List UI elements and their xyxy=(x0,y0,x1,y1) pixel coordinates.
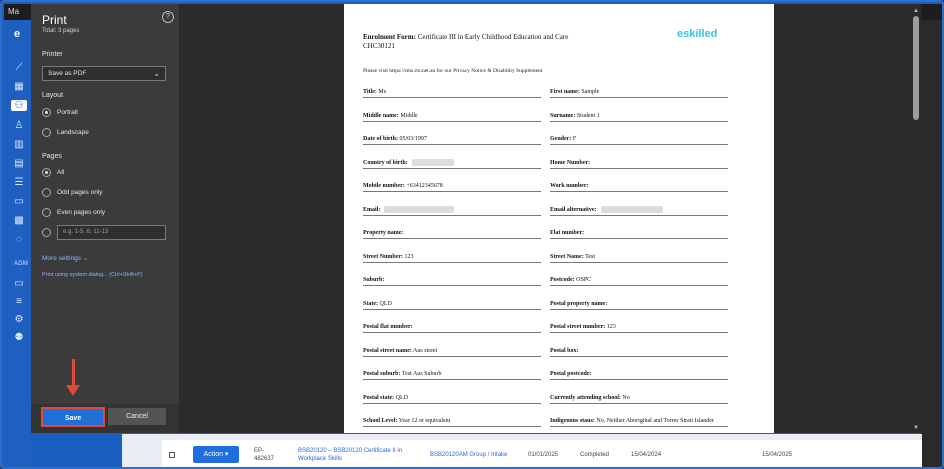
row-end-date: 15/04/2025 xyxy=(762,452,793,458)
form-field xyxy=(550,347,728,357)
field-value: No xyxy=(620,394,630,401)
field-value: 123 xyxy=(605,324,616,330)
field-label: Email alternative: xyxy=(550,206,597,213)
folder-icon[interactable]: ▭ xyxy=(14,196,24,207)
settings-icon[interactable]: ⚙ xyxy=(14,314,24,325)
field-label: Title: xyxy=(363,89,377,95)
pages-custom-option[interactable] xyxy=(42,226,51,238)
pages-label: Pages xyxy=(42,153,62,160)
row-start-date: 01/01/2025 xyxy=(528,452,559,458)
pages-all-radio[interactable] xyxy=(42,168,51,177)
row-checkbox[interactable] xyxy=(169,452,175,458)
annotation-arrow-shaft xyxy=(72,359,75,387)
field-value: Year 12 or equivalent xyxy=(397,418,451,424)
eskilled-logo: eskilled xyxy=(677,28,718,40)
field-label: Postal street number: xyxy=(550,324,606,330)
action-button[interactable]: Action ▾ xyxy=(193,446,239,463)
field-label: Postal postcode: xyxy=(550,371,592,377)
pages-odd-option[interactable] xyxy=(42,186,103,198)
annotation-arrow-icon xyxy=(66,385,80,396)
field-label: First name: xyxy=(550,89,580,95)
app-logo: e xyxy=(14,28,21,40)
field-label: Suburb: xyxy=(363,277,385,283)
document-icon[interactable]: ▤ xyxy=(14,158,24,169)
form-field xyxy=(550,300,728,310)
field-value: 123 xyxy=(403,253,414,260)
field-label: Country of birth: xyxy=(363,159,408,166)
field-label: Postal box: xyxy=(550,347,579,354)
layout-landscape-option[interactable] xyxy=(42,126,89,138)
field-label: Postal state: xyxy=(363,394,395,401)
field-value: QLD xyxy=(394,394,409,401)
field-value: +63412345678 xyxy=(404,183,443,189)
form-field xyxy=(550,394,728,404)
landscape-radio[interactable] xyxy=(42,128,51,137)
form-field xyxy=(363,135,541,145)
pages-custom-radio[interactable] xyxy=(42,228,51,237)
field-label: Mobile number: xyxy=(363,183,405,189)
pages-odd-radio[interactable] xyxy=(42,188,51,197)
system-dialog-link[interactable]: Print using system dialog... (Ctrl+Shift+P) xyxy=(42,272,143,278)
form-field xyxy=(550,88,728,98)
form-field xyxy=(550,323,728,333)
custom-pages-input[interactable]: e.g. 1-5, 8, 11-13 xyxy=(57,225,166,240)
portrait-label: Portrait xyxy=(57,108,78,116)
form-field xyxy=(363,394,541,404)
field-value: Aus street xyxy=(411,347,438,354)
redacted-value xyxy=(601,206,663,213)
pages-even-radio[interactable] xyxy=(42,208,51,217)
form-title-bold: Enrolment Form: xyxy=(363,33,416,41)
field-label: Property name: xyxy=(363,230,404,236)
form-field xyxy=(363,112,541,122)
form-field xyxy=(550,135,728,145)
field-value: Test xyxy=(583,253,596,260)
form-field xyxy=(550,276,728,286)
field-label: Home Number: xyxy=(550,159,591,166)
form-field xyxy=(550,112,728,122)
more-settings-link[interactable]: More settings ⌄ xyxy=(42,255,89,262)
chat-icon[interactable]: ◌ xyxy=(16,234,22,245)
print-settings-panel xyxy=(31,4,179,433)
field-value: F xyxy=(571,136,577,142)
scroll-up-icon[interactable]: ▲ xyxy=(913,8,919,14)
field-label: Street Name: xyxy=(550,253,584,260)
scrollbar-thumb[interactable] xyxy=(913,16,919,120)
user-icon[interactable]: ♙ xyxy=(14,120,24,131)
printer-value: Save as PDF xyxy=(48,70,87,77)
printer-label: Printer xyxy=(42,51,63,58)
calendar-icon[interactable]: ▦ xyxy=(14,81,24,92)
field-label: Currently attending school: xyxy=(550,394,621,401)
field-label: Gender: xyxy=(550,136,572,142)
form-field xyxy=(550,417,728,427)
field-value: Middle xyxy=(398,112,418,119)
users-icon[interactable]: ⚇ xyxy=(11,100,27,111)
field-label: Surname: xyxy=(550,112,576,119)
monitor-icon[interactable]: ▭ xyxy=(14,278,24,289)
admin-section-label: ADM xyxy=(14,261,29,267)
form-field xyxy=(363,182,541,192)
field-label: Postal property name: xyxy=(550,300,608,307)
redacted-value xyxy=(412,159,454,166)
field-label: Email: xyxy=(363,206,381,213)
field-value: 05/03/1997 xyxy=(398,136,427,142)
preview-page xyxy=(344,4,774,433)
form-field xyxy=(363,300,541,310)
cancel-button[interactable]: Cancel xyxy=(108,408,166,425)
field-value: Ms xyxy=(376,89,387,95)
form-field xyxy=(550,206,728,216)
chart-icon[interactable]: ⟋ xyxy=(15,62,23,73)
layout-label: Layout xyxy=(42,92,64,99)
help-icon[interactable]: ? xyxy=(162,11,174,23)
redacted-value xyxy=(384,206,454,213)
table-row xyxy=(162,440,922,468)
print-dialog-title: Print xyxy=(42,13,67,27)
field-label: Indigenous staus: xyxy=(550,418,595,424)
row-status: Completed xyxy=(580,452,610,458)
grid-icon[interactable]: ▩ xyxy=(14,215,24,226)
list-icon[interactable]: ☰ xyxy=(14,177,24,188)
portrait-radio[interactable] xyxy=(42,108,51,117)
field-label: Flat number: xyxy=(550,230,585,236)
field-value: OSPC xyxy=(574,277,592,283)
form-field xyxy=(363,276,541,286)
form-field xyxy=(363,370,541,380)
printer-select[interactable] xyxy=(42,66,166,81)
form-field xyxy=(550,159,728,169)
field-label: Middle name: xyxy=(363,112,399,119)
field-label: Postcode: xyxy=(550,277,575,283)
form-title-rest: Certificate III in Early Childhood Education and Care CHC30121 xyxy=(363,33,569,50)
save-button[interactable]: Save xyxy=(41,407,105,427)
form-field xyxy=(550,253,728,263)
pages-all-option[interactable] xyxy=(42,166,64,178)
field-label: Street Number: xyxy=(363,253,404,260)
row-group-link[interactable]: BSB20120AM Group / Intake xyxy=(430,452,508,458)
row-date: 15/04/2024 xyxy=(631,452,662,458)
form-field xyxy=(363,253,541,263)
privacy-notice: Please visit https://sms.rto.net.au for our Privacy Notice & Disability Supplement xyxy=(363,68,543,74)
form-field xyxy=(363,417,541,427)
form-title xyxy=(363,33,593,51)
field-value: Test Aus Suburb xyxy=(400,371,442,377)
field-label: Work number: xyxy=(550,183,589,189)
window-title: Ma xyxy=(8,7,20,16)
row-id: EP-482637 xyxy=(254,448,275,462)
field-value: Student 1 xyxy=(575,112,600,119)
field-value: QLD xyxy=(378,300,392,307)
pages-even-label: Even pages only xyxy=(57,208,106,216)
chevron-down-icon: ⌄ xyxy=(153,69,160,78)
layout-portrait-option[interactable] xyxy=(42,106,78,118)
field-label: Postal street name: xyxy=(363,347,412,354)
field-label: School Level: xyxy=(363,418,398,424)
field-label: State: xyxy=(363,300,378,307)
pages-even-option[interactable] xyxy=(42,206,105,218)
field-label: Postal flat number: xyxy=(363,324,413,330)
pages-all-label: All xyxy=(57,168,65,176)
form-field xyxy=(363,229,541,239)
bar-chart-icon[interactable]: ▥ xyxy=(14,139,24,150)
landscape-label: Landscape xyxy=(57,128,89,136)
field-value: Sample xyxy=(579,89,600,95)
app-right-strip xyxy=(921,20,944,469)
field-value: No, Neither Aboriginal and Torres Strait Islander xyxy=(594,418,714,424)
form-field xyxy=(363,323,541,333)
field-label: Date of birth: xyxy=(363,136,398,142)
pages-odd-label: Odd pages only xyxy=(57,188,103,196)
form-field xyxy=(363,206,541,216)
row-course-link[interactable]: BSB20120 – BSB20120 Certificate II in Workplace Skills xyxy=(298,448,403,462)
field-label: Postal suburb: xyxy=(363,371,401,377)
menu-icon[interactable]: ≡ xyxy=(16,296,22,307)
total-pages: Total: 3 pages xyxy=(42,28,80,34)
form-field xyxy=(363,347,541,357)
form-field xyxy=(363,88,541,98)
form-field xyxy=(550,182,728,192)
form-field xyxy=(550,229,728,239)
scroll-down-icon[interactable]: ▼ xyxy=(913,425,919,431)
group-icon[interactable]: ⚉ xyxy=(14,332,24,343)
form-field xyxy=(550,370,728,380)
form-field xyxy=(363,159,541,169)
